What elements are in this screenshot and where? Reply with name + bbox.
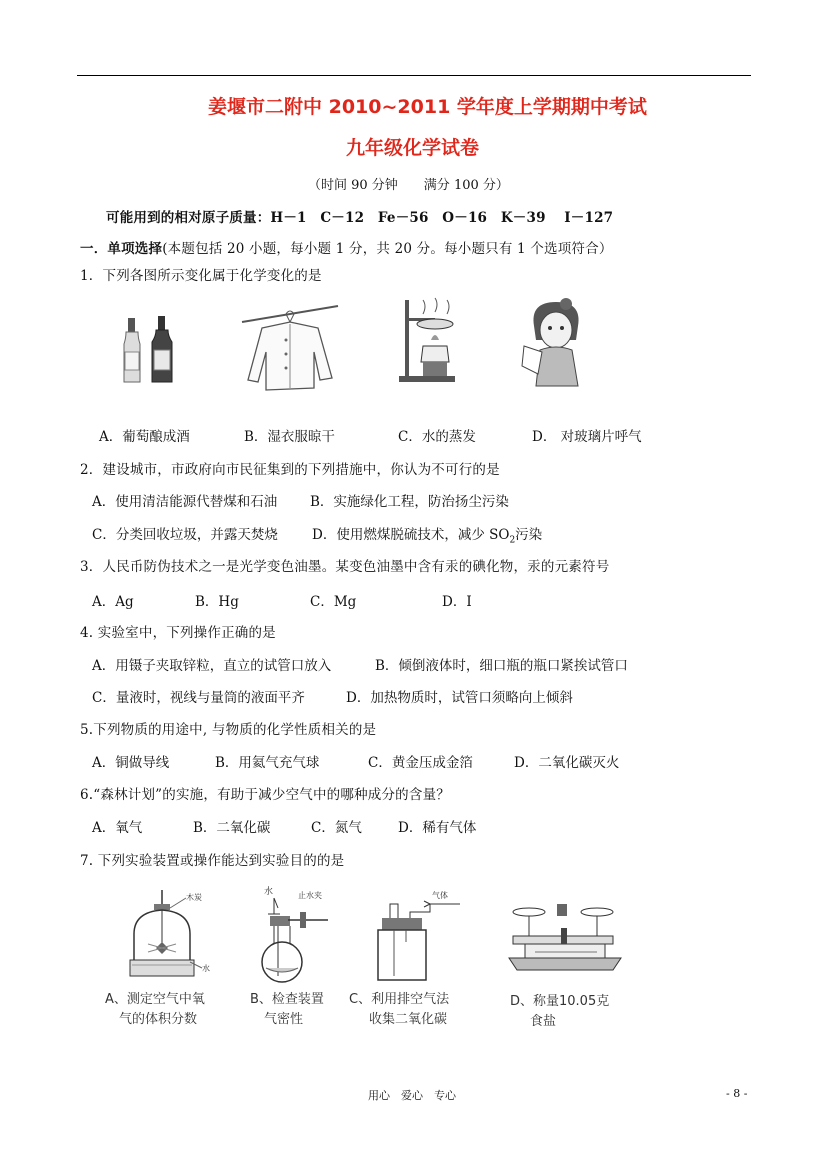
wine-bottle-right <box>152 316 172 382</box>
q2-option-d <box>312 523 542 546</box>
q4-option-c: C．量液时，视线与量筒的液面平齐 <box>92 690 305 706</box>
fig-b-clamp-label: 止水夹 <box>298 891 322 900</box>
wet-clothes-image <box>240 300 340 392</box>
header-rule <box>77 75 751 76</box>
q5-option-d: D．二氧化碳灭火 <box>514 755 620 771</box>
fig-a-caption-line1: A、测定空气中氧 <box>105 992 205 1007</box>
airtightness-check-apparatus <box>258 884 348 988</box>
balance-apparatus <box>505 896 625 986</box>
gas-collection-apparatus <box>370 886 470 982</box>
q4-option-b: B．倾倒液体时，细口瓶的瓶口紧挨试管口 <box>375 658 628 674</box>
fig-a-water-label: 水 <box>202 964 210 973</box>
question-6-stem: 6.“森林计划”的实施，有助于减少空气中的哪种成分的含量？ <box>80 787 450 803</box>
fig-b-caption-line2: 气密性 <box>264 1012 304 1027</box>
section-heading <box>80 237 613 257</box>
exam-subtitle: 九年级化学试卷 <box>346 137 480 159</box>
fig-d-caption <box>510 992 609 1032</box>
q2-option-c: C．分类回收垃圾，并露天焚烧 <box>92 527 278 543</box>
question-1-stem: 1．下列各图所示变化属于化学变化的是 <box>80 268 322 284</box>
fig-c-gas-label: 气体 <box>432 891 448 900</box>
q6-option-a: A．氧气 <box>92 820 143 836</box>
q6-option-d: D．稀有气体 <box>398 820 477 836</box>
fig-d-caption-line2: 食盐 <box>530 1014 557 1029</box>
page-number: - 8 - <box>726 1087 748 1100</box>
q6-option-c: C．氮气 <box>311 820 362 836</box>
q1-option-b: B．湿衣服晾干 <box>244 429 335 445</box>
fig-a-caption-line2: 气的体积分数 <box>119 1012 198 1027</box>
oxygen-measurement-apparatus <box>128 888 218 986</box>
question-7-stem: 7. 下列实验装置或操作能达到实验目的的是 <box>80 853 345 869</box>
time-info: （时间 90 分钟 满分 100 分） <box>308 178 509 193</box>
wine-bottle-left <box>124 318 140 382</box>
fig-a-caption <box>105 990 205 1030</box>
question-4-stem: 4. 实验室中，下列操作正确的是 <box>80 625 276 641</box>
fig-c-caption-line2: 收集二氧化碳 <box>369 1012 448 1027</box>
q5-option-c: C．黄金压成金箔 <box>368 755 473 771</box>
fig-c-caption <box>349 990 449 1030</box>
exam-title: 姜堰市二附中 2010~2011 学年度上学期期中考试 <box>208 96 647 118</box>
q4-option-a: A．用镊子夹取锌粒，直立的试管口放入 <box>92 658 332 674</box>
q2-option-d-tail: 污染 <box>515 527 543 543</box>
fig-c-caption-line1: C、利用排空气法 <box>349 992 450 1007</box>
wine-bottles-image <box>118 308 198 388</box>
q5-option-b: B．用氦气充气球 <box>215 755 320 771</box>
q2-option-d-subscript: 2 <box>509 535 516 546</box>
girl-breathing-on-glass-image <box>520 296 590 388</box>
q2-option-a: A．使用清洁能源代替煤和石油 <box>92 494 278 510</box>
question-5-stem: 5.下列物质的用途中, 与物质的化学性质相关的是 <box>80 722 377 738</box>
q3-option-b: B．Hg <box>195 594 239 610</box>
atomic-masses: 可能用到的相对原子质量：H－1 C－12 Fe－56 O－16 K－39 I－127 <box>106 210 614 226</box>
fig-b-caption <box>250 990 324 1030</box>
q1-option-d: D． 对玻璃片呼气 <box>532 429 642 445</box>
q4-option-d: D．加热物质时，试管口须略向上倾斜 <box>346 690 573 706</box>
section-note: (本题包括 20 小题，每小题 1 分，共 20 分。每小题只有 1 个选项符合） <box>162 241 613 257</box>
q2-option-d-text: D．使用燃煤脱硫技术，减少 SO <box>312 527 510 543</box>
q1-option-a: A．葡萄酿成酒 <box>99 429 190 445</box>
fig-a-charcoal-label: 木炭 <box>186 893 202 902</box>
q6-option-b: B．二氧化碳 <box>193 820 271 836</box>
question-2-stem: 2．建设城市，市政府向市民征集到的下列措施中，你认为不可行的是 <box>80 462 500 478</box>
section-title: 一．单项选择 <box>80 241 163 257</box>
fig-b-caption-line1: B、检查装置 <box>250 992 324 1007</box>
question-3-stem: 3．人民币防伪技术之一是光学变色油墨。某变色油墨中含有汞的碘化物，汞的元素符号 <box>80 559 610 575</box>
fig-d-caption-line1: D、称量10.05克 <box>510 994 610 1009</box>
q3-option-d: D．I <box>442 594 472 610</box>
q2-option-b: B．实施绿化工程，防治扬尘污染 <box>310 494 509 510</box>
q3-option-c: C．Mg <box>310 594 357 610</box>
footer-motto: 用心 爱心 专心 <box>368 1089 456 1102</box>
evaporation-apparatus-image <box>393 296 463 384</box>
fig-b-water-label: 水 <box>264 887 274 897</box>
q1-option-c: C．水的蒸发 <box>398 429 476 445</box>
q5-option-a: A．铜做导线 <box>92 755 170 771</box>
q3-option-a: A．Ag <box>92 594 134 610</box>
